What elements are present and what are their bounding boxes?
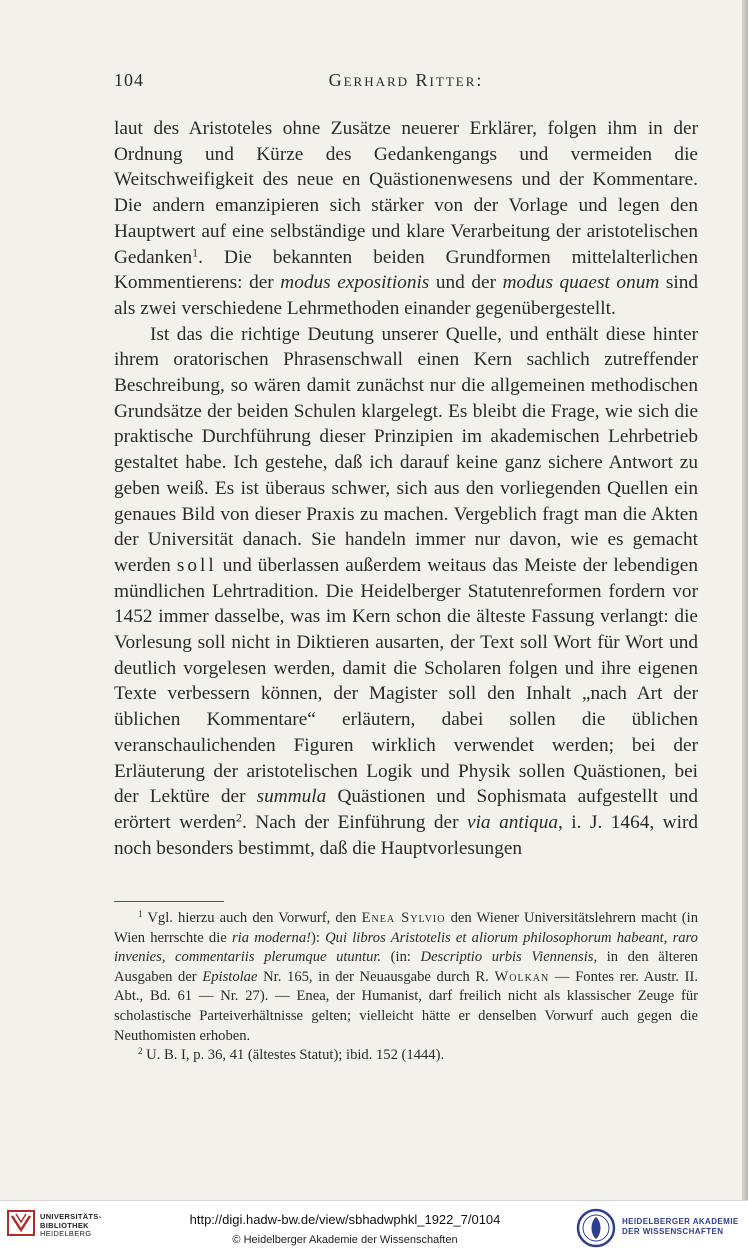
viewer-footer: [0, 1200, 748, 1255]
text-run: U. B. I, p. 36, 41 (ältestes Statut); ibid. 152 (1444).: [142, 1047, 445, 1064]
italic-term: via antiqua: [467, 811, 558, 833]
italic-term: modus expositionis: [280, 272, 430, 294]
main-text: [114, 116, 698, 861]
text-run: Vgl. hierzu auch den Vorwurf, den: [142, 910, 362, 926]
text-run: (in:: [381, 949, 421, 966]
text-run: — Fontes rer. Austr. II. Abt., Bd. 61 — Nr. 27). — Enea, der Humanist, darf freilich nicht als klassischer Zeuge für scholastische Parteiverhältnisse gelten; vielleicht hätte er denselben Vorwurf auch gegen die Neuthomisten erhoben.: [114, 968, 698, 1044]
text-run: . Die bekannten beiden Grundformen mittelalterlichen Kommentierens: der: [114, 246, 698, 294]
small-caps-name: Wolkan: [494, 968, 550, 985]
library-city: HEIDELBERG: [40, 1229, 92, 1239]
italic-quote: Qui libros Aristotelis et aliorum philosophorum habeant, raro invenies, commentariis plerumque utuntur.: [114, 929, 698, 966]
library-name: [40, 1213, 101, 1239]
footnotes: [114, 909, 698, 1066]
italic-title: Epistolae: [202, 968, 258, 985]
page-edge: [742, 0, 748, 1200]
italic-term: ria moderna!: [231, 929, 311, 946]
text-run: sind als zwei verschiedene Lehrmethoden einander gegenübergestellt.: [114, 272, 698, 319]
text-run: Ist das die richtige Deutung unserer Quelle, und enthält diese hinter ihrem oratorischen Phrasenschwall einen Kern sachlich zutreffender Beschreibung, so wären damit zunächst nur die allgemeinen methodischen Grundsätze der beiden Schulen klargelegt. Es bleibt die Frage, wie sich die praktische Durchführung dieser Prinzipien im akademischen Lehrbetrieb gestaltet habe. Ich gestehe, daß ich darauf keine ganz sichere Antwort zu geben weiß. Es ist überaus schwer, sich aus den vorliegenden Quellen ein genaues Bild von dieser Praxis zu machen. Vergeblich fragt man die Akten der Universität danach. Sie handeln immer nur davon, wie es gemacht werden: [114, 323, 698, 576]
footnote-ref-2[interactable]: 2: [235, 810, 242, 825]
footnote-2: [114, 1046, 698, 1066]
paragraph-2: [114, 322, 698, 862]
spaced-emphasis: soll: [176, 554, 217, 576]
italic-title: Descriptio urbis Viennensis,: [420, 949, 598, 966]
academy-seal-icon[interactable]: [576, 1208, 616, 1248]
text-run: ):: [310, 929, 326, 946]
paragraph-1: [114, 116, 698, 322]
text-run: den Wiener Universitätslehrern macht (in Wien herrschte die: [114, 910, 699, 946]
footnote-separator: [114, 901, 224, 902]
text-run: Quästionen und Sophismata aufgestellt und erörtert werden: [114, 786, 698, 833]
italic-term: modus quaest onum: [502, 272, 660, 294]
text-run: und der: [429, 272, 503, 294]
library-name-line1: UNIVERSITÄTS-: [40, 1212, 102, 1221]
running-header: [114, 70, 698, 94]
page-number: 104: [114, 70, 144, 90]
text-run: laut des Aristoteles ohne Zusätze neuerer Erklärer, folgen ihm in der Ordnung und Kürze des Gedankengangs und vermeiden die Weitschweifigkeit des neue en Quästionenwesens und der Kommentare. Die andern emanzipieren sich stärker von der Vorlage und legen den Hauptwert auf eine selbständige und klare Verarbeitung der aristotelischen Gedanken: [114, 118, 698, 268]
library-logo-icon[interactable]: [6, 1208, 36, 1238]
academy-name-line2: DER WISSENSCHAFTEN: [622, 1227, 724, 1236]
text-run: . Nach der Einführung der: [241, 811, 468, 833]
footnote-1: [114, 909, 698, 1046]
text-run: in den älteren Ausgaben der: [114, 949, 698, 985]
footnote-mark: 2: [138, 1046, 143, 1057]
text-run: Nr. 165, in der Neuausgabe durch R.: [257, 968, 495, 985]
academy-name: [622, 1217, 739, 1237]
text-run: und überlassen außerdem weitaus das Meiste der lebendigen mündlichen Lehrtradition. Die Heidelberger Statutenreformen fordern vor 1452 immer dasselbe, was im Kern schon die älteste Fassung verlangt: die Vorlesung soll nicht in Diktieren ausarten, der Text soll Wort für Wort und deutlich vorgelesen werden, damit die Scholaren folgen und ihre eigenen Texte verbessern können, der Magister soll den Inhalt „nach Art der üblichen Kommentare“ erläutern, dabei sollen die üblichen veranschaulichenden Figuren wirklich verwendet werden; bei der Erläuterung der aristotelischen Logik und Physik sollen Quästionen, bei der Lektüre der: [114, 554, 698, 808]
academy-name-line1: HEIDELBERGER AKADEMIE: [622, 1217, 739, 1226]
text-run: , i. J. 1464, wird noch besonders bestimmt, daß die Hauptvorlesungen: [114, 811, 699, 859]
copyright-notice: © Heidelberger Akademie der Wissenschaften: [232, 1234, 458, 1246]
library-name-line2: BIBLIOTHEK: [40, 1220, 89, 1230]
footnote-ref-1[interactable]: 1: [192, 244, 199, 259]
permalink-url[interactable]: http://digi.hadw-bw.de/view/sbhadwphkl_1922_7/0104: [189, 1212, 501, 1227]
running-head-author: Gerhard Ritter:: [328, 70, 484, 90]
italic-term: summula: [256, 786, 327, 808]
footnote-mark: 1: [138, 909, 143, 920]
small-caps-name: Enea Sylvio: [361, 910, 446, 926]
